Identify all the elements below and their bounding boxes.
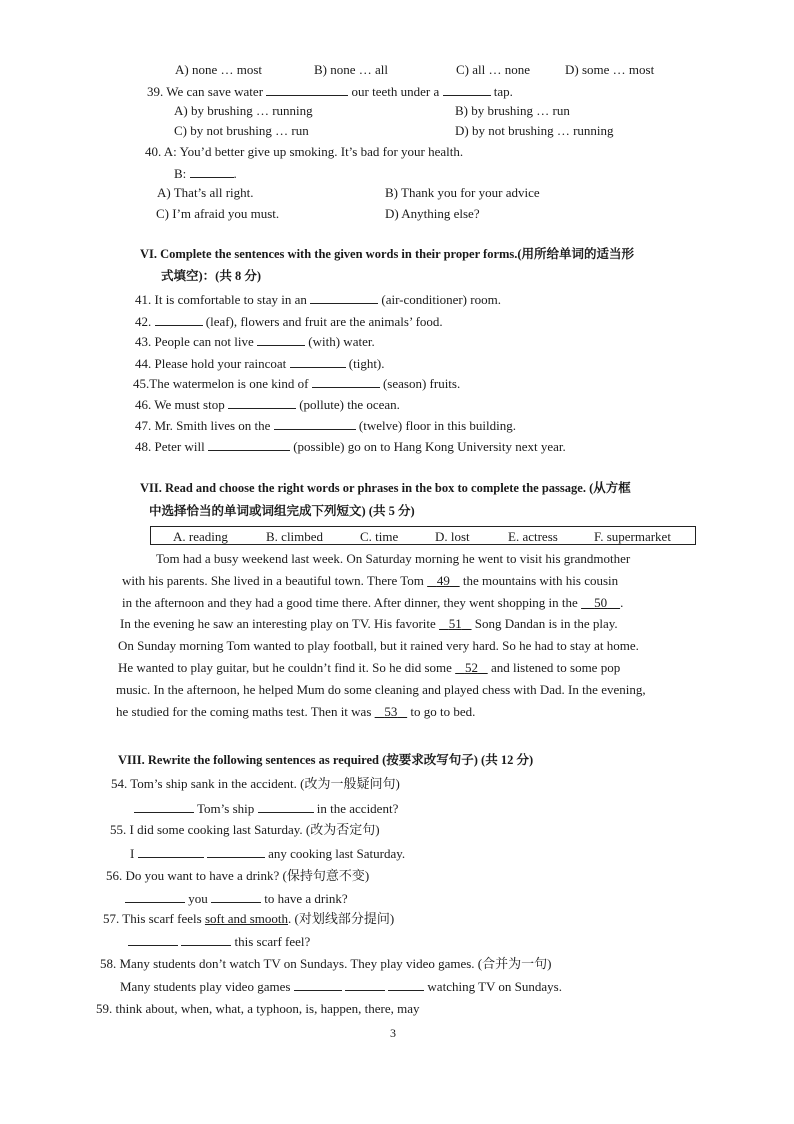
q41-blank[interactable] [310, 292, 378, 304]
q56-blank-1[interactable] [125, 891, 185, 903]
q40-line-b [174, 166, 237, 180]
q57-answer [128, 934, 310, 948]
word-box [150, 526, 696, 545]
passage-line-2 [122, 574, 618, 587]
q45-text-before: The watermelon is one kind of [149, 376, 309, 391]
q58-answer [120, 979, 562, 993]
q43 [135, 334, 375, 348]
passage-line-8-a: he studied for the coming maths test. Then it was [116, 704, 372, 719]
q56-answer-text-1: you [188, 891, 208, 906]
q48 [135, 439, 566, 453]
passage-line-5: On Sunday morning Tom wanted to play football, but it rained very hard. So he had to stay at home. [118, 638, 639, 653]
q42-text-after: (leaf), flowers and fruit are the animals’ food. [205, 314, 443, 329]
q57-number: 57. [103, 911, 120, 926]
q57-underlined-part: soft and smooth [204, 911, 288, 926]
q40-b-end: . [233, 166, 237, 181]
q46-blank[interactable] [228, 397, 296, 409]
q39-number: 39. [147, 84, 164, 99]
q56-number: 56. [106, 868, 123, 883]
q42-number: 42. [135, 314, 152, 329]
q55-answer-text-2: any cooking last Saturday. [268, 846, 406, 861]
q43-text-after: (with) water. [308, 334, 375, 349]
blank-50-number: 50 [594, 595, 608, 610]
blank-53[interactable] [375, 704, 408, 719]
q58 [100, 957, 551, 970]
q58-answer-text-0: Many students play video games [120, 979, 291, 994]
q56-answer-text-2: to have a drink? [264, 891, 348, 906]
section-6-heading-line-2: 式填空)：(共 8 分) [161, 269, 261, 283]
passage-line-2-a: with his parents. She lived in a beautiful town. There Tom [122, 573, 424, 588]
q45-number: 45. [133, 376, 150, 391]
q47-text-before: Mr. Smith lives on the [154, 418, 271, 433]
q43-blank[interactable] [257, 334, 305, 346]
q57-answer-text: this scarf feel? [234, 934, 311, 949]
q40-option-a: A) That’s all right. [157, 185, 254, 200]
q39-text-2: our teeth under a [351, 84, 440, 99]
q48-number: 48. [135, 439, 152, 454]
q39-blank-2[interactable] [443, 84, 491, 96]
q57-blank-1[interactable] [128, 934, 178, 946]
q40-line-a: A: You’d better give up smoking. It’s bad for your health. [163, 144, 464, 159]
q58-number: 58. [100, 956, 117, 971]
q43-number: 43. [135, 334, 152, 349]
q55-answer-text-0: I [130, 846, 135, 861]
q46 [135, 397, 400, 411]
q56-answer [125, 891, 348, 905]
q39-option-a: A) by brushing … running [174, 103, 313, 118]
q57-blank-2[interactable] [181, 934, 231, 946]
word-box-item-f: F. supermarket [594, 529, 671, 544]
passage-line-6-a: He wanted to play guitar, but he couldn’t find it. So he did some [118, 660, 452, 675]
q39-option-b: B) by brushing … run [455, 103, 570, 118]
q55-answer [130, 846, 405, 860]
q39-blank-1[interactable] [266, 84, 348, 96]
q55-text: I did some cooking last Saturday. (改为否定句) [129, 822, 380, 837]
q40-option-d: D) Anything else? [385, 206, 480, 221]
word-box-item-b: B. climbed [266, 529, 324, 544]
q44-text-after: (tight). [348, 356, 385, 371]
q57-text-a: This scarf feels [122, 911, 205, 926]
section-6-heading-line-1: VI. Complete the sentences with the given words in their proper forms.(用所给单词的适当形 [140, 247, 635, 261]
blank-52[interactable] [455, 660, 488, 675]
section-7-heading-line-1: VII. Read and choose the right words or phrases in the box to complete the passage. (从方框 [140, 481, 631, 495]
word-box-item-c: C. time [360, 529, 399, 544]
blank-49-number: 49 [436, 573, 450, 588]
q54-number: 54. [111, 776, 128, 791]
blank-51[interactable] [439, 616, 472, 631]
question-40 [145, 145, 463, 158]
passage-line-1: Tom had a busy weekend last week. On Saturday morning he went to visit his grandmother [156, 551, 631, 566]
q54-blank-1[interactable] [134, 801, 194, 813]
q57-text-b: . (对划线部分提问) [288, 911, 395, 926]
word-box-item-a: A. reading [173, 529, 228, 544]
q48-text-before: Peter will [154, 439, 205, 454]
q47-number: 47. [135, 418, 152, 433]
q59-text: think about, when, what, a typhoon, is, happen, there, may [115, 1001, 420, 1016]
q46-number: 46. [135, 397, 152, 412]
q39-option-d: D) by not brushing … running [455, 123, 614, 138]
q55 [110, 823, 380, 836]
q40-option-c: C) I’m afraid you must. [156, 206, 280, 221]
q54 [111, 777, 400, 790]
passage-line-6 [118, 661, 620, 674]
q39-text-3: tap. [493, 84, 513, 99]
passage-line-8-b: to go to bed. [410, 704, 476, 719]
q41-text-after: (air-conditioner) room. [381, 292, 501, 307]
q54-answer-text-1: Tom’s ship [197, 801, 255, 816]
q39-text-1: We can save water [166, 84, 264, 99]
q54-blank-2[interactable] [258, 801, 314, 813]
passage-line-8 [116, 705, 475, 718]
passage-line-3 [122, 596, 623, 609]
q59-number: 59. [96, 1001, 113, 1016]
q39-option-c: C) by not brushing … run [174, 123, 309, 138]
q42 [135, 314, 443, 328]
q54-answer [134, 801, 398, 815]
q40-option-b: B) Thank you for your advice [385, 185, 540, 200]
blank-49[interactable] [427, 573, 460, 588]
q41-number: 41. [135, 292, 152, 307]
q48-blank[interactable] [208, 439, 290, 451]
q54-text: Tom’s ship sank in the accident. (改为一般疑问句) [130, 776, 400, 791]
question-39 [147, 84, 513, 98]
q48-text-after: (possible) go on to Hang Kong University next year. [293, 439, 566, 454]
passage-line-4-a: In the evening he saw an interesting play on TV. His favorite [120, 616, 436, 631]
blank-53-number: 53 [384, 704, 398, 719]
q46-text-before: We must stop [154, 397, 225, 412]
word-box-item-e: E. actress [508, 529, 558, 544]
q41-text-before: It is comfortable to stay in an [154, 292, 307, 307]
word-box-item-d: D. lost [435, 529, 470, 544]
q57 [103, 912, 394, 925]
q55-blank-2[interactable] [207, 846, 265, 858]
q45-text-after: (season) fruits. [382, 376, 461, 391]
q56-text: Do you want to have a drink? (保持句意不变) [125, 868, 370, 883]
q38-option-c: C) all … none [456, 62, 531, 77]
q47 [135, 418, 516, 432]
q41 [135, 292, 501, 306]
q44 [135, 356, 385, 370]
passage-line-2-b: the mountains with his cousin [462, 573, 619, 588]
q58-blank-1[interactable] [294, 979, 342, 991]
q56 [106, 869, 369, 882]
blank-51-number: 51 [448, 616, 462, 631]
q38-option-a: A) none … most [175, 62, 263, 77]
q44-number: 44. [135, 356, 152, 371]
q42-blank[interactable] [155, 314, 203, 326]
passage-line-6-b: and listened to some pop [490, 660, 621, 675]
q59 [96, 1002, 420, 1015]
passage-line-3-b: . [620, 595, 624, 610]
section-7-heading-line-2: 中选择恰当的单词或词组完成下列短文) (共 5 分) [149, 504, 415, 518]
section-8-heading: VIII. Rewrite the following sentences as required (按要求改写句子) (共 12 分) [118, 753, 534, 767]
page-number: 3 [390, 1026, 396, 1040]
q47-text-after: (twelve) floor in this building. [358, 418, 516, 433]
q58-blank-3[interactable] [388, 979, 424, 991]
q55-blank-1[interactable] [138, 846, 204, 858]
q54-answer-text-2: in the accident? [316, 801, 399, 816]
passage-line-4 [120, 617, 618, 630]
blank-52-number: 52 [464, 660, 478, 675]
q44-blank[interactable] [290, 356, 346, 368]
q40-number: 40. [145, 144, 162, 159]
q44-text-before: Please hold your raincoat [154, 356, 287, 371]
q40-b-label: B: [174, 166, 187, 181]
q47-blank[interactable] [274, 418, 356, 430]
passage-line-4-b: Song Dandan is in the play. [474, 616, 618, 631]
blank-50[interactable] [581, 595, 620, 610]
q56-blank-2[interactable] [211, 891, 261, 903]
q46-text-after: (pollute) the ocean. [299, 397, 400, 412]
q40-blank[interactable] [190, 166, 234, 178]
q38-option-b: B) none … all [314, 62, 389, 77]
passage-line-3-a: in the afternoon and they had a good time there. After dinner, they went shopping in the [122, 595, 578, 610]
q43-text-before: People can not live [154, 334, 254, 349]
q55-number: 55. [110, 822, 127, 837]
q45-blank[interactable] [312, 376, 380, 388]
q38-option-d: D) some … most [565, 62, 655, 77]
q58-text: Many students don’t watch TV on Sundays. They play video games. (合并为一句) [119, 956, 552, 971]
q58-blank-2[interactable] [345, 979, 385, 991]
passage-line-7: music. In the afternoon, he helped Mum do some cleaning and played chess with Dad. In the evening, [116, 682, 646, 697]
q45 [133, 376, 460, 390]
q58-answer-text-2: watching TV on Sundays. [427, 979, 562, 994]
